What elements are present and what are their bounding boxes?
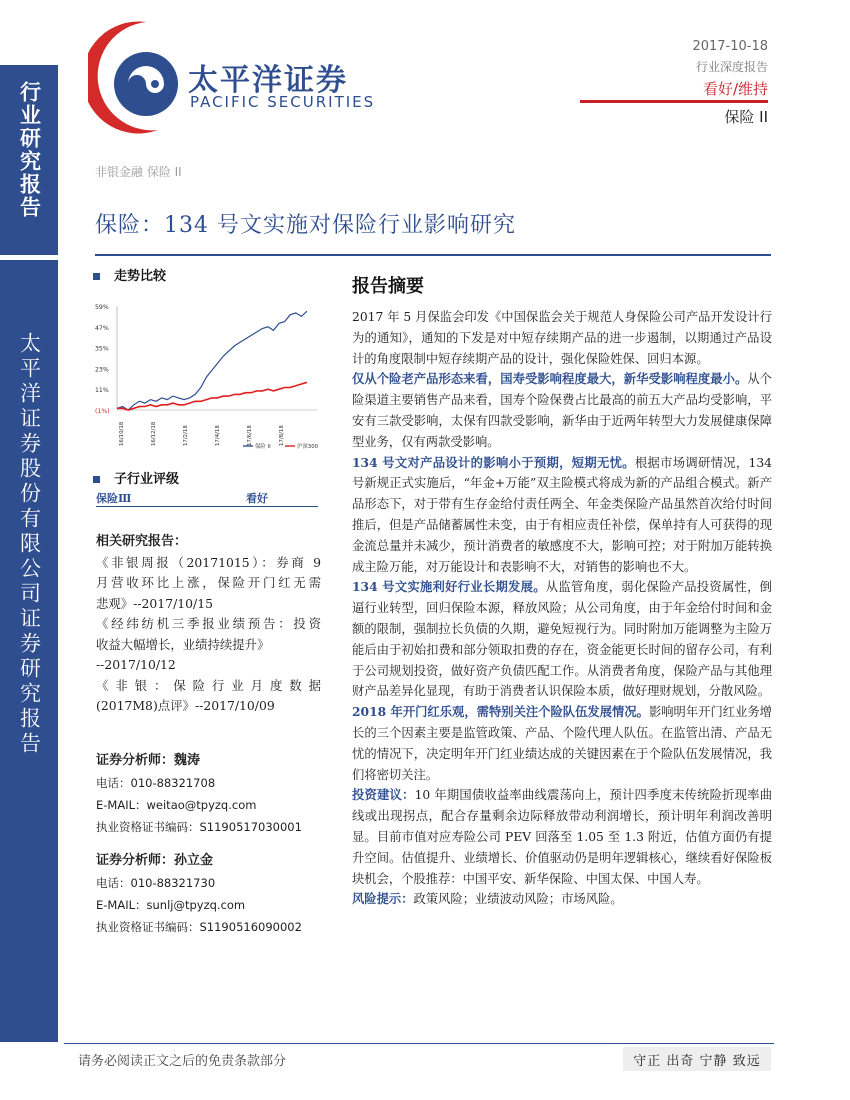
analyst-email[interactable]: E-MAIL：sunlj@tpyzq.com bbox=[96, 898, 246, 912]
summary-paragraph bbox=[352, 369, 772, 452]
related-line: 《经纬纺机三季报业绩预告：投资 bbox=[96, 616, 321, 631]
analyst-phone: 电话：010-88321730 bbox=[96, 876, 216, 890]
trend-chart bbox=[93, 298, 323, 456]
summary-text: 10 年期国债收益率曲线震荡向上，预计四季度末传统险折现率曲线或出现拐点，配合存量剩余边际释放带动利润增长，预计明年利润改善明显。目前市值对应寿险公司 PEV 回落至 1.05 至 1.3 附近，估值方面仍有提升空间。估值提升、业绩增长、价值驱动仍是明年逻辑核心，继续看好保险板块机会，个股推荐：中国平安、新华保险、中国太保、中国人寿。 bbox=[352, 788, 772, 886]
x-tick-label: 17/6/18 bbox=[247, 425, 253, 446]
bullet-square-icon bbox=[93, 273, 100, 280]
breadcrumb: 非银金融 保险 II bbox=[95, 165, 182, 179]
summary-paragraph bbox=[352, 889, 772, 910]
legend-label: 沪深300 bbox=[297, 444, 319, 450]
report-sector: 保险 II bbox=[724, 108, 768, 126]
title-divider bbox=[95, 254, 771, 256]
summary-heading: 报告摘要 bbox=[352, 276, 424, 297]
sidebar-top-label: 行业研究报告 bbox=[17, 81, 42, 219]
y-tick-label: 11% bbox=[95, 387, 109, 395]
series-line bbox=[117, 382, 307, 410]
report-type: 行业深度报告 bbox=[695, 60, 768, 74]
summary-paragraph bbox=[352, 577, 772, 702]
related-heading: 相关研究报告： bbox=[96, 534, 188, 549]
summary-paragraph bbox=[352, 307, 772, 369]
footer-motto: 守正 出奇 宁静 致远 bbox=[623, 1047, 771, 1071]
analyst-email[interactable]: E-MAIL：weitao@tpyzq.com bbox=[96, 798, 257, 812]
legend-label: 保险 II bbox=[255, 444, 271, 450]
x-tick-label: 17/8/18 bbox=[279, 425, 285, 446]
report-date: 2017-10-18 bbox=[692, 39, 768, 54]
related-line: 收益大幅增长，业绩持续提升》 bbox=[96, 636, 270, 652]
related-line: 《非银：保险行业月度数据 bbox=[96, 677, 321, 693]
related-line: 悲观》--2017/10/15 bbox=[96, 595, 213, 611]
summary-body bbox=[352, 307, 772, 910]
sidebar-bottom-label: 太平洋证券股份有限公司证券研究报告 bbox=[17, 332, 42, 757]
page-title: 保险：134 号文实施对保险行业影响研究 bbox=[95, 213, 516, 238]
trend-heading bbox=[93, 265, 166, 284]
logo-mark-icon bbox=[88, 18, 178, 138]
related-line: --2017/10/12 bbox=[96, 657, 176, 672]
summary-text: 从个险渠道主要销售产品来看，国寿个险保费占比最高的前五大产品均受影响，平安有三款受影响，太保有四款受影响，新华由于近两年转型大力发展健康保障型业务，仅有两款受影响。 bbox=[352, 372, 772, 449]
related-line: 《非银周报（20171015）：券商 9 bbox=[96, 554, 321, 570]
summary-text: 根据市场调研情况，134 号新规正式实施后，“年金+万能”双主险模式将成为新的产品组合模式。新产品形态下，对于带有生存金给付责任两全、年金类保险产品虽然首次给付时间推后，但是产品储蓄属性未变，由于有相应责任补偿，保单持有人可获得的现金流总量并未减少，预计消费者的敏感度不大，影响可控；对于附加万能转换成主险万能，对万能设计和表影响不大，对销售的影响也不大。 bbox=[352, 455, 772, 574]
y-tick-label: (1%) bbox=[95, 408, 110, 415]
y-tick-label: 59% bbox=[95, 304, 109, 311]
related-line: (2017M8)点评》--2017/10/09 bbox=[96, 698, 275, 713]
summary-paragraph bbox=[352, 702, 772, 785]
sidebar-bottom-band bbox=[0, 260, 58, 1042]
x-tick-label: 17/4/18 bbox=[215, 425, 221, 446]
trend-heading-text: 走势比较 bbox=[114, 269, 167, 284]
analyst-title: 证券分析师：孙立金 bbox=[96, 853, 214, 868]
sub-rating-sector: 保险Ⅲ bbox=[96, 492, 132, 505]
logo-name-cn: 太平洋证券 bbox=[188, 63, 348, 98]
footer-rule bbox=[64, 1043, 774, 1044]
analyst-block bbox=[96, 750, 321, 838]
summary-paragraph bbox=[352, 785, 772, 889]
summary-highlight: 2018 年开门红乐观，需特别关注个险队伍发展情况。 bbox=[352, 704, 649, 720]
related-reports bbox=[96, 532, 321, 717]
related-line: 月营收环比上涨，保险开门红无需 bbox=[96, 575, 321, 590]
x-tick-label: 16/12/18 bbox=[151, 421, 157, 446]
y-tick-label: 35% bbox=[95, 345, 109, 353]
summary-highlight: 134 号文对产品设计的影响小于预期，短期无忧。 bbox=[352, 454, 635, 470]
sub-rating-rule bbox=[96, 506, 318, 507]
summary-highlight: 仅从个险老产品形态来看，国寿受影响程度最大，新华受影响程度最小。 bbox=[352, 371, 748, 387]
bullet-square-icon bbox=[93, 476, 100, 483]
summary-paragraph bbox=[352, 453, 772, 578]
summary-text: 影响明年开门红业务增长的三个因素主要是监管政策、产品、个险代理人队伍。在监管出清、产品无忧的情况下，决定明年开门红业绩达成的关键因素在于个险队伍发展情况，我们将密切关注。 bbox=[352, 705, 772, 782]
analyst-cert: 执业资格证书编码：S1190517030001 bbox=[96, 820, 302, 834]
sub-rating-row bbox=[96, 490, 318, 506]
analyst-phone: 电话：010-88321708 bbox=[96, 776, 216, 790]
summary-text: 2017 年 5 月保监会印发《中国保监会关于规范人身保险公司产品开发设计行为的通知》，通知的下发是对中短存续期产品的进一步遏制，以期通过产品设计的角度限制中短存续期产品的设计，强化保险姓保、回归本源。 bbox=[352, 310, 772, 366]
footer-disclaimer: 请务必阅读正文之后的免责条款部分 bbox=[78, 1054, 287, 1069]
summary-highlight: 风险提示： bbox=[352, 891, 414, 907]
industry-rating: 看好/维持 bbox=[702, 80, 768, 98]
sub-rating-heading bbox=[93, 468, 179, 487]
summary-text: 从监管角度，弱化保险产品投资属性，倒逼行业转型，回归保险本源，释放风险；从公司角度，由于年金给付时间和金额的限制，强制拉长负债的久期，避免短视行为。同时附加万能调整为主险万能后由于初始扣费和部分领取扣费的存在，资金能更长时间的留存公司，有利于公司规划投资，做好资产负债匹配工作。从消费者角度，保险产品与其他理财产品差异化显现，有助于消费者认识保险本质，做好理财规划，分散风险。 bbox=[352, 580, 772, 699]
sub-rating-heading-text: 子行业评级 bbox=[114, 472, 180, 487]
y-tick-label: 23% bbox=[95, 366, 109, 374]
x-tick-label: 17/2/18 bbox=[183, 425, 189, 446]
x-tick-label: 16/10/18 bbox=[119, 421, 125, 446]
series-line bbox=[117, 311, 307, 410]
summary-highlight: 134 号文实施利好行业长期发展。 bbox=[352, 579, 546, 595]
summary-text: 政策风险；业绩波动风险；市场风险。 bbox=[413, 892, 623, 907]
sidebar-top-band bbox=[0, 65, 58, 255]
analyst-cert: 执业资格证书编码：S1190516090002 bbox=[96, 920, 302, 934]
analyst-block bbox=[96, 850, 321, 938]
analyst-title: 证券分析师：魏涛 bbox=[96, 753, 201, 768]
summary-highlight: 投资建议： bbox=[352, 787, 415, 803]
y-tick-label: 47% bbox=[95, 324, 109, 332]
sub-rating-value: 看好 bbox=[246, 492, 268, 505]
logo-name-en: PACIFIC SECURITIES bbox=[190, 93, 376, 111]
header-red-rule bbox=[580, 100, 768, 103]
